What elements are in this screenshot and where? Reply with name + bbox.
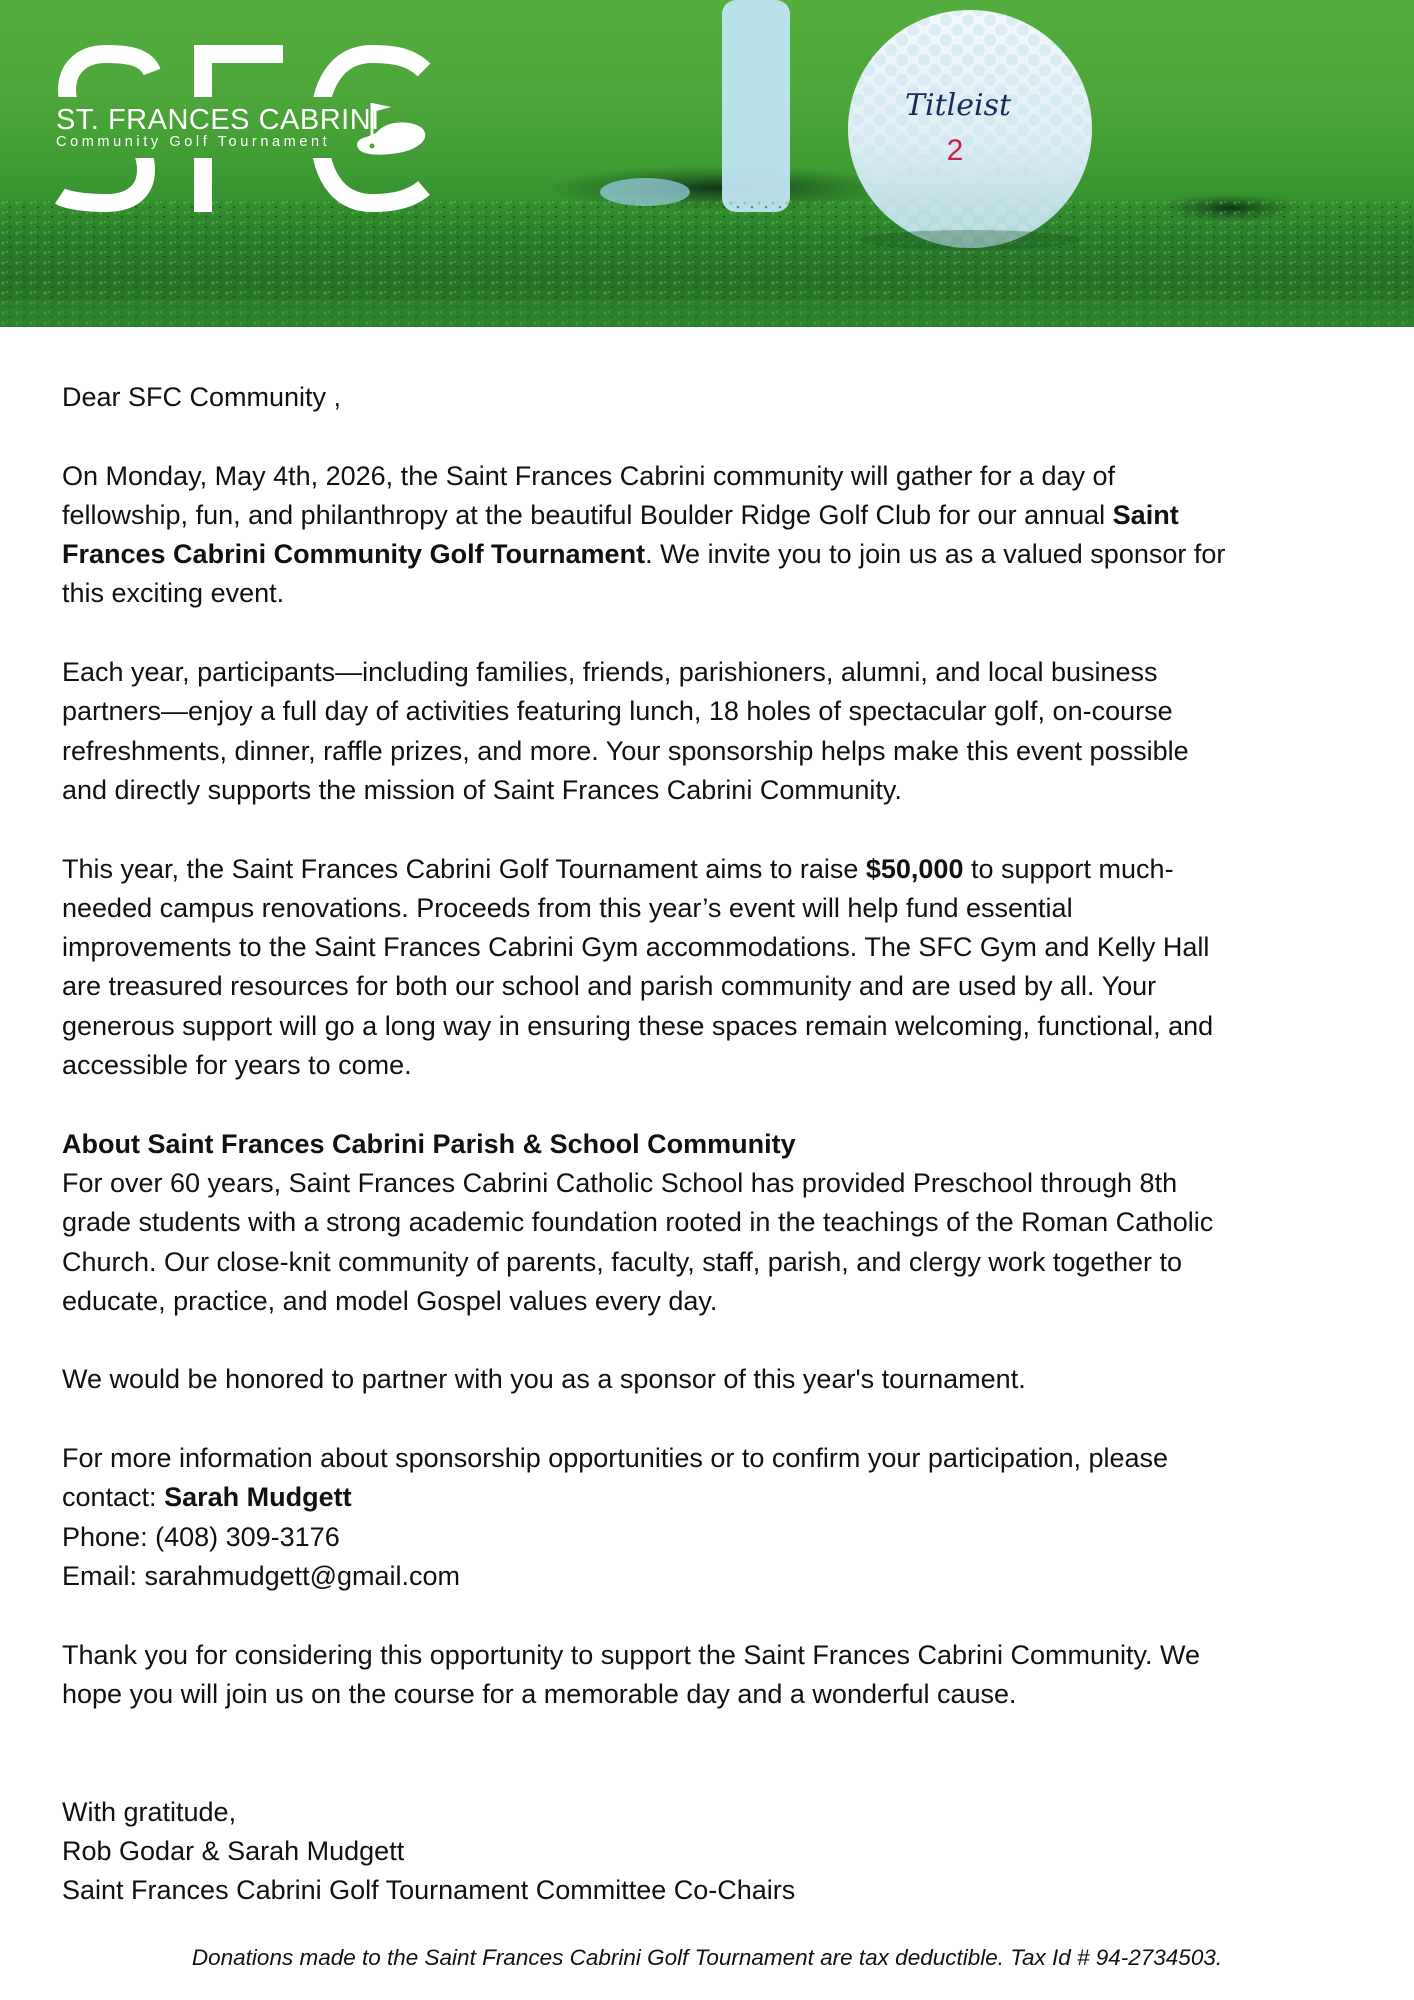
contact-phone: Phone: (408) 309-3176 [62,1521,340,1552]
text-line: generous support will go a long way in ensuring these spaces remain welcoming, functional, and [62,1010,1214,1041]
text-line: hope you will join us on the course for a memorable day and a wonderful cause. [62,1678,1017,1709]
tax-deductible-note: Donations made to the Saint Frances Cabrini Golf Tournament are tax deductible. Tax Id # 94-2734503. [191,1945,1223,1970]
logo-subtitle: Community Golf Tournament [56,134,331,150]
contact-label: contact: [62,1482,165,1513]
salutation: Dear SFC Community , [62,382,342,412]
paragraph-thanks [62,1636,1362,1715]
section-heading: About Saint Frances Cabrini Parish & School Community [62,1128,796,1159]
text-line: accessible for years to come. [62,1050,412,1081]
ball-brand: Titleist [904,88,1012,123]
logo-title: ST. FRANCES CABRINI [56,104,380,136]
flag-pin [722,0,790,212]
signers: Rob Godar & Sarah Mudgett [62,1835,405,1866]
goal-amount: $50,000 [865,853,964,884]
partner-invitation: We would be honored to partner with you as a sponsor of this year's tournament. [62,1364,1026,1395]
signer-title: Saint Frances Cabrini Golf Tournament Committee Co-Chairs [62,1875,796,1906]
text-line: are treasured resources for both our school and parish community and are used by all. Your [62,971,1157,1002]
text-line [62,496,1362,535]
text-line: partners—enjoy a full day of activities featuring lunch, 18 holes of spectacular golf, on-course [62,696,1173,727]
paragraph-activities [62,653,1362,810]
tournament-name-bold: Saint [1112,499,1179,530]
tournament-name-bold: Frances Cabrini Community Golf Tournament [62,539,646,570]
section-about [62,1125,1362,1321]
ball-number: 2 [946,134,964,167]
text-span: fellowship, fun, and philanthropy at the beautiful Boulder Ridge Golf Club for our annual [62,499,1113,530]
contact-name: Sarah Mudgett [164,1482,352,1513]
text-line: On Monday, May 4th, 2026, the Saint Frances Cabrini community will gather for a day of [62,460,1115,491]
signature-block [62,1793,1362,1911]
text-line: Thank you for considering this opportunity to support the Saint Frances Cabrini Community. We [62,1639,1201,1670]
text-line: grade students with a strong academic foundation rooted in the teachings of the Roman Catholic [62,1207,1214,1238]
contact-block [62,1439,1362,1596]
text-span: . We invite you to join us as a valued sponsor for [645,539,1226,570]
text-line: For over 60 years, Saint Frances Cabrini Catholic School has provided Preschool through 8th [62,1167,1178,1198]
contact-line [62,1478,1362,1517]
sfc-logo [0,0,460,240]
contact-email: Email: sarahmudgett@gmail.com [62,1560,461,1591]
paragraph-event-intro [62,457,1362,614]
letter-body [62,378,1362,1911]
text-line: educate, practice, and model Gospel values every day. [62,1285,718,1316]
text-span: to support much- [963,853,1174,884]
text-line: refreshments, dinner, raffle prizes, and more. Your sponsorship helps make this event possible [62,735,1189,766]
text-line: this exciting event. [62,578,285,609]
text-line: Each year, participants—including families, friends, parishioners, alumni, and local business [62,657,1158,688]
text-line: and directly supports the mission of Saint Frances Cabrini Community. [62,774,902,805]
valediction: With gratitude, [62,1796,237,1827]
text-line: needed campus renovations. Proceeds from this year’s event will help fund essential [62,892,1073,923]
header-banner [0,0,1414,327]
text-line [62,535,1362,574]
text-line: Church. Our close-knit community of parents, faculty, staff, parish, and clergy work together to [62,1246,1182,1277]
paragraph-fundraising-goal [62,850,1362,1086]
text-line: improvements to the Saint Frances Cabrini Gym accommodations. The SFC Gym and Kelly Hall [62,932,1210,963]
text-line: For more information about sponsorship opportunities or to confirm your participation, please [62,1443,1169,1474]
text-span: This year, the Saint Frances Cabrini Golf Tournament aims to raise [62,853,866,884]
text-line [62,850,1362,889]
